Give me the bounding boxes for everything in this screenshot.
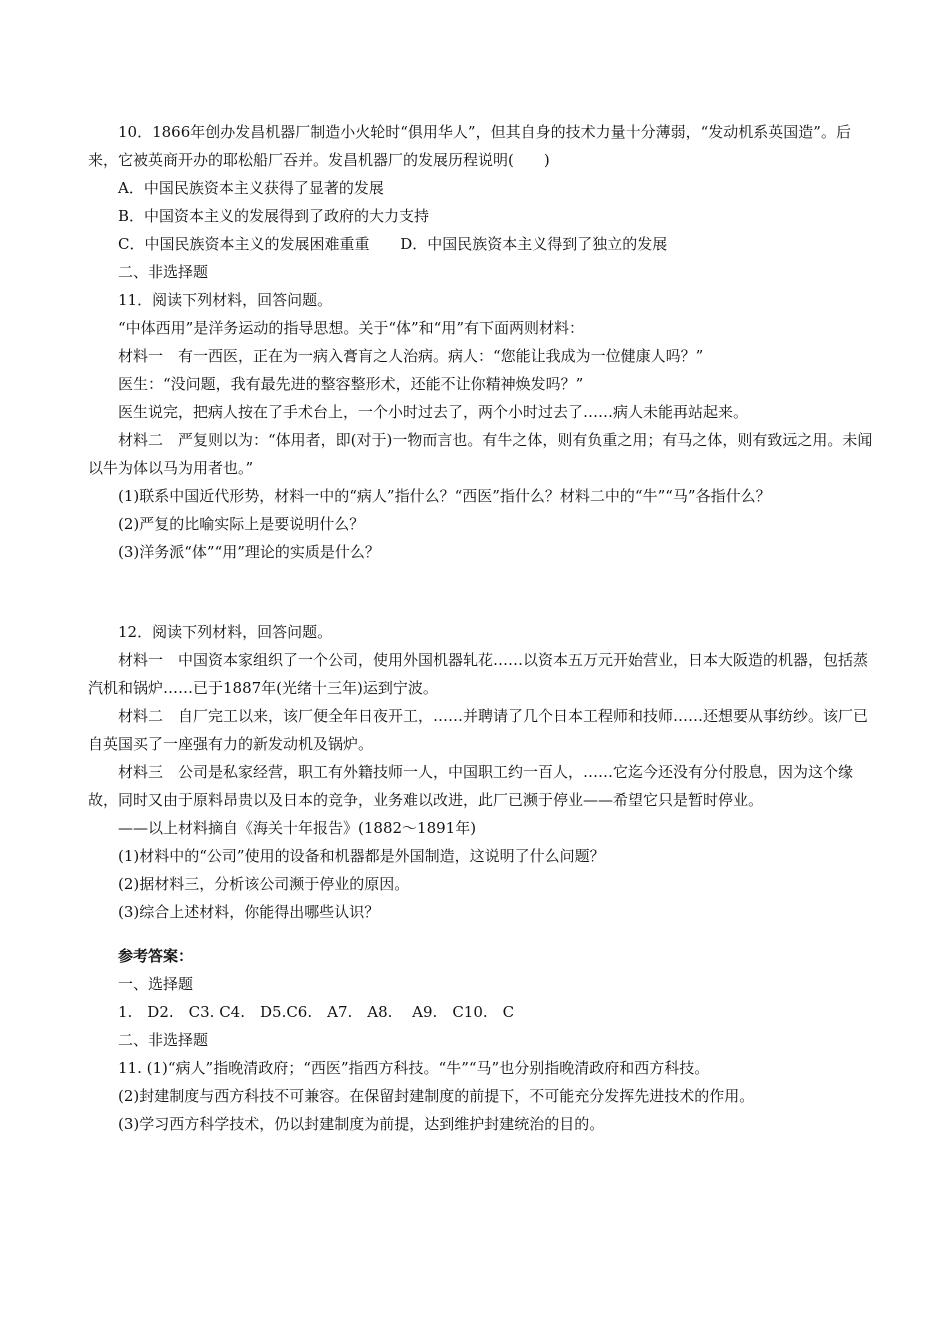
q11-material2: 材料二 严复则以为：“体用者，即(对于)一物而言也。有牛之体，则有负重之用；有马之体，则有致远之用。未闻以牛为体以马为用者也。” bbox=[88, 431, 873, 477]
answer-space bbox=[88, 566, 878, 618]
q10-option-a: A．中国民族资本主义获得了显著的发展 bbox=[118, 179, 384, 197]
q12-material1: 材料一 中国资本家组织了一个公司，使用外国机器轧花……以资本五万元开始营业，日本大阪造的机器，包括蒸汽机和锅炉……已于1887年(光绪十三年)运到宁波。 bbox=[88, 651, 869, 697]
q11-question2: (2)严复的比喻实际上是要说明什么？ bbox=[118, 515, 365, 533]
q11-material1-b: 医生：“没问题，我有最先进的整容整形术，还能不让你精神焕发吗？” bbox=[118, 375, 584, 393]
q11-material1-a: 材料一 有一西医，正在为一病入膏肓之人治病。病人：“您能让我成为一位健康人吗？” bbox=[118, 347, 704, 365]
q10-option-c: C．中国民族资本主义的发展困难重重 bbox=[118, 235, 370, 253]
answer-11-1: 11. (1)“病人”指晚清政府；“西医”指西方科技。“牛”“马”也分别指晚清政府和西方科技。 bbox=[118, 1059, 710, 1077]
q11-question1: (1)联系中国近代形势，材料一中的“病人”指什么？“西医”指什么？材料二中的“牛”“马”各指什么？ bbox=[118, 487, 771, 505]
choice-answers: 1. D2. C3. C4. D5.C6. A7. A8. A9. C10. C bbox=[118, 1003, 515, 1021]
q10-option-d: D．中国民族资本主义得到了独立的发展 bbox=[400, 235, 668, 253]
answer-11-3: (3)学习西方科学技术，仍以封建制度为前提，达到维护封建统治的目的。 bbox=[118, 1115, 605, 1133]
answer-gap bbox=[88, 926, 878, 942]
q10-stem: 10．1866年创办发昌机器厂制造小火轮时“俱用华人”，但其自身的技术力量十分薄弱，“发动机系英国造”。后来，它被英商开办的耶松船厂吞并。发昌机器厂的发展历程说明( ) bbox=[88, 123, 851, 169]
q12-material2: 材料二 自厂完工以来，该厂便全年日夜开工，……并聘请了几个日本工程师和技师……还想要从事纺纱。该厂已自英国买了一座强有力的新发动机及锅炉。 bbox=[88, 707, 869, 753]
answers-title: 参考答案： bbox=[118, 947, 194, 965]
q11-material1-c: 医生说完，把病人按在了手术台上，一个小时过去了，两个小时过去了……病人未能再站起来。 bbox=[118, 403, 749, 421]
q12-question3: (3)综合上述材料，你能得出哪些认识？ bbox=[118, 903, 380, 921]
answers-section1: 一、选择题 bbox=[118, 975, 194, 993]
q11-intro: “中体西用”是洋务运动的指导思想。关于“体”和“用”有下面两则材料： bbox=[118, 319, 585, 337]
q12-question1: (1)材料中的“公司”使用的设备和机器都是外国制造，这说明了什么问题？ bbox=[118, 847, 605, 865]
document-page bbox=[88, 118, 878, 1138]
q12-heading: 12．阅读下列材料，回答问题。 bbox=[118, 623, 333, 641]
q10-option-b: B．中国资本主义的发展得到了政府的大力支持 bbox=[118, 207, 430, 225]
q11-heading: 11．阅读下列材料，回答问题。 bbox=[118, 291, 333, 309]
q12-source: ——以上材料摘自《海关十年报告》(1882～1891年) bbox=[118, 819, 477, 837]
section2-title: 二、非选择题 bbox=[118, 263, 209, 281]
q10-options-cd bbox=[88, 230, 878, 258]
q12-material3: 材料三 公司是私家经营，职工有外籍技师一人，中国职工约一百人，……它迄今还没有分付股息，因为这个缘故，同时又由于原料昂贵以及日本的竞争，业务难以改进，此厂已濒于停业——希望它只是暂时停业。 bbox=[88, 763, 854, 809]
answers-section2: 二、非选择题 bbox=[118, 1031, 209, 1049]
answer-11-2: (2)封建制度与西方科技不可兼容。在保留封建制度的前提下，不可能充分发挥先进技术的作用。 bbox=[118, 1087, 755, 1105]
q11-question3: (3)洋务派“体”“用”理论的实质是什么？ bbox=[118, 543, 380, 561]
q12-question2: (2)据材料三，分析该公司濒于停业的原因。 bbox=[118, 875, 410, 893]
